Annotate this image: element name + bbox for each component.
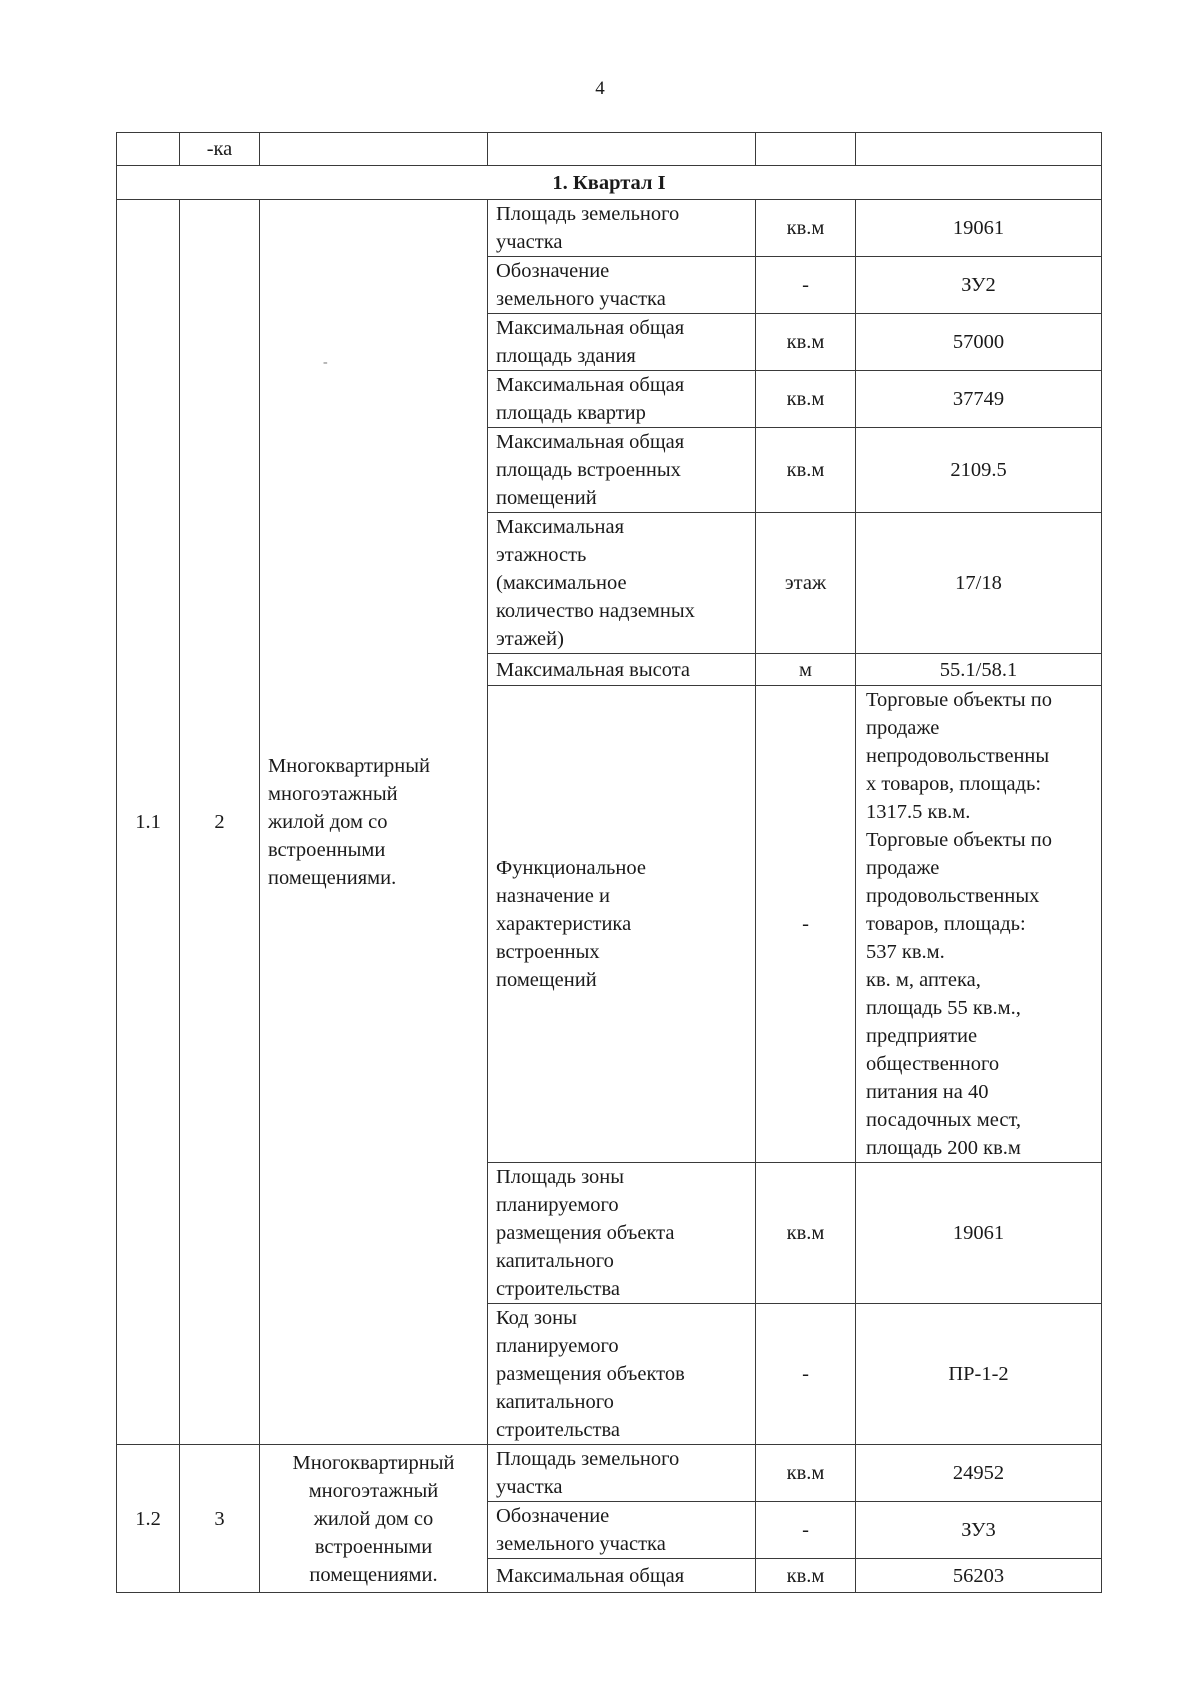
section-row <box>117 166 1102 200</box>
stray-dash-mark: - <box>323 355 328 370</box>
param-unit: кв.м <box>756 314 856 371</box>
param-label: Максимальная общая площадь встроенных помещений <box>488 428 756 513</box>
param-unit: кв.м <box>756 1163 856 1304</box>
param-label: Обозначение земельного участка <box>488 1502 756 1559</box>
param-unit: кв.м <box>756 428 856 513</box>
header-cell-unit <box>756 133 856 166</box>
param-unit: этаж <box>756 513 856 654</box>
param-label: Максимальная общая <box>488 1559 756 1593</box>
param-unit: - <box>756 686 856 1163</box>
param-unit: м <box>756 654 856 686</box>
param-value: ЗУ2 <box>856 257 1102 314</box>
header-continuation-row <box>117 133 1102 166</box>
param-value: 19061 <box>856 200 1102 257</box>
header-cell-name <box>260 133 488 166</box>
param-unit: кв.м <box>756 1445 856 1502</box>
param-value: 19061 <box>856 1163 1102 1304</box>
param-value: Торговые объекты по продаже непродовольственны х товаров, площадь: 1317.5 кв.м. Торговые объекты по продаже продовольственных товаров, площадь: 537 кв.м. кв. м, аптека, площадь 55 кв.м., предприятие общественного питания на 40 посадочных мест, площадь 200 кв.м <box>856 686 1102 1163</box>
section-title: 1. Квартал I <box>117 166 1102 200</box>
param-label: Функциональное назначение и характеристика встроенных помещений <box>488 686 756 1163</box>
param-value: 56203 <box>856 1559 1102 1593</box>
param-value: 57000 <box>856 314 1102 371</box>
param-unit: кв.м <box>756 371 856 428</box>
header-cell-param <box>488 133 756 166</box>
param-label: Площадь земельного участка <box>488 200 756 257</box>
param-label: Обозначение земельного участка <box>488 257 756 314</box>
object-name: Многоквартирный многоэтажный жилой дом со встроенными помещениями. <box>260 200 488 1445</box>
object-position: 2 <box>180 200 260 1445</box>
param-label: Площадь зоны планируемого размещения объекта капитального строительства <box>488 1163 756 1304</box>
object-number: 1.1 <box>117 200 180 1445</box>
param-value: 2109.5 <box>856 428 1102 513</box>
param-value: ПР-1-2 <box>856 1304 1102 1445</box>
param-label: Максимальная этажность (максимальное количество надземных этажей) <box>488 513 756 654</box>
param-unit: кв.м <box>756 200 856 257</box>
param-value: 55.1/58.1 <box>856 654 1102 686</box>
param-label: Код зоны планируемого размещения объектов капитального строительства <box>488 1304 756 1445</box>
param-unit: - <box>756 1502 856 1559</box>
table-row <box>117 1445 1102 1502</box>
param-label: Максимальная общая площадь здания <box>488 314 756 371</box>
param-value: 24952 <box>856 1445 1102 1502</box>
object-name: Многоквартирный многоэтажный жилой дом со встроенными помещениями. <box>260 1445 488 1593</box>
object-position: 3 <box>180 1445 260 1593</box>
object-number: 1.2 <box>117 1445 180 1593</box>
param-value: 37749 <box>856 371 1102 428</box>
param-value: 17/18 <box>856 513 1102 654</box>
param-unit: - <box>756 1304 856 1445</box>
param-label: Максимальная общая площадь квартир <box>488 371 756 428</box>
table-row <box>117 200 1102 257</box>
header-cell-num <box>117 133 180 166</box>
header-cell-value <box>856 133 1102 166</box>
page-number: 4 <box>595 78 605 99</box>
header-cell-pos: -ка <box>180 133 260 166</box>
param-unit: - <box>756 257 856 314</box>
parameters-table <box>116 132 1102 1593</box>
param-value: ЗУ3 <box>856 1502 1102 1559</box>
param-label: Площадь земельного участка <box>488 1445 756 1502</box>
param-label: Максимальная высота <box>488 654 756 686</box>
param-unit: кв.м <box>756 1559 856 1593</box>
